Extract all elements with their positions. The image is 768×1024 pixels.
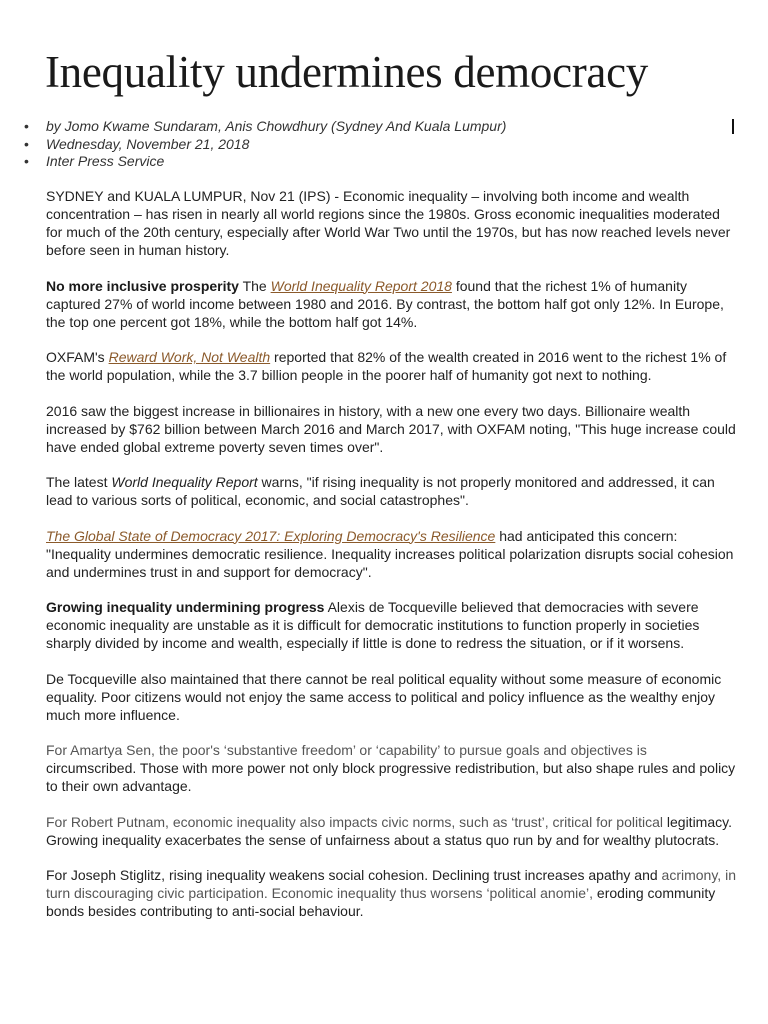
reward-work-link[interactable]: Reward Work, Not Wealth <box>108 349 271 365</box>
paragraph-6: The Global State of Democracy 2017: Exploring Democracy's Resilience had anticipated this concern: "Inequality undermines democratic resilience. Inequality increases political polarization disrupts social cohesion and undermines trust in and support for democracy". <box>46 527 734 580</box>
paragraph-10: For Robert Putnam, economic inequality also impacts civic norms, such as ‘trust’, critical for political legitimacy. Growing inequality exacerbates the sense of unfairness about a status quo run by and for wealthy plutocrats. <box>46 813 732 848</box>
section-heading: Growing inequality undermining progress <box>46 599 325 615</box>
paragraph-8: De Tocqueville also maintained that there cannot be real political equality without some measure of economic equality. Poor citizens would not enjoy the same access to political and policy influence as the wealthy enjoy much more influence. <box>46 670 722 723</box>
paragraph-2: No more inclusive prosperity The World Inequality Report 2018 found that the richest 1% of humanity captured 27% of world income between 1980 and 2016. By contrast, the bottom half got only 12%. In Europe, the top one percent got 18%, while the bottom half got 14%. <box>46 277 724 330</box>
meta-date: • Wednesday, November 21, 2018 <box>24 135 250 152</box>
article-title: Inequality undermines democracy <box>45 47 648 97</box>
paragraph-11: For Joseph Stiglitz, rising inequality weakens social cohesion. Declining trust increases apathy and acrimony, in turn discouraging civic participation. Economic inequality thus worsens ‘political anomie’, eroding community bonds besides contributing to anti-social behaviour. <box>46 867 736 919</box>
bullet: • <box>24 153 29 169</box>
bullet: • <box>24 135 29 152</box>
paragraph-5: The latest World Inequality Report warns, "if rising inequality is not properly monitored and addressed, it can lead to various sorts of political, economic, and social catastrophes". <box>46 474 715 508</box>
paragraph-4: 2016 saw the biggest increase in billionaires in history, with a new one every two days. Billionaire wealth increased by $762 billion between March 2016 and March 2017, with OXFAM noting, "This huge increase could have ended global extreme poverty seven times over". <box>46 402 736 455</box>
paragraph-9: For Amartya Sen, the poor's ‘substantive freedom’ or ‘capability’ to pursue goals and objectives is circumscribed. Those with more power not only block progressive redistribution, but also shape rules and policy to their own advantage. <box>46 742 736 794</box>
meta-source: • Inter Press Service <box>24 153 165 169</box>
article-meta <box>24 118 506 171</box>
paragraph-1: SYDNEY and KUALA LUMPUR, Nov 21 (IPS) - Economic inequality – involving both income and wealth concentration – has risen in nearly all world regions since the 1980s. Gross economic inequalities moderated for much of the 20th century, especially after World War Two until the 1970s, but has now reached levels never before seen in human history. <box>46 188 731 258</box>
article-body <box>46 187 736 938</box>
paragraph-3: OXFAM's Reward Work, Not Wealth reported that 82% of the wealth created in 2016 went to the richest 1% of the world population, while the 3.7 billion people in the poorer half of humanity got next to nothing. <box>46 349 727 383</box>
paragraph-7: Growing inequality undermining progress Alexis de Tocqueville believed that democracies with severe economic inequality are unstable as it is difficult for democratic institutions to function properly in societies sharply divided by income and wealth, especially if little is done to redress the situation, or if it worsens. <box>46 599 700 651</box>
section-heading: No more inclusive prosperity <box>46 277 239 294</box>
world-inequality-report-link[interactable]: World Inequality Report 2018 <box>270 277 452 294</box>
meta-authors: • by Jomo Kwame Sundaram, Anis Chowdhury (Sydney And Kuala Lumpur) <box>24 118 507 134</box>
text-cursor <box>732 119 734 134</box>
bullet: • <box>24 118 29 134</box>
global-state-democracy-link[interactable]: The Global State of Democracy 2017: Exploring Democracy's Resilience <box>46 527 496 544</box>
